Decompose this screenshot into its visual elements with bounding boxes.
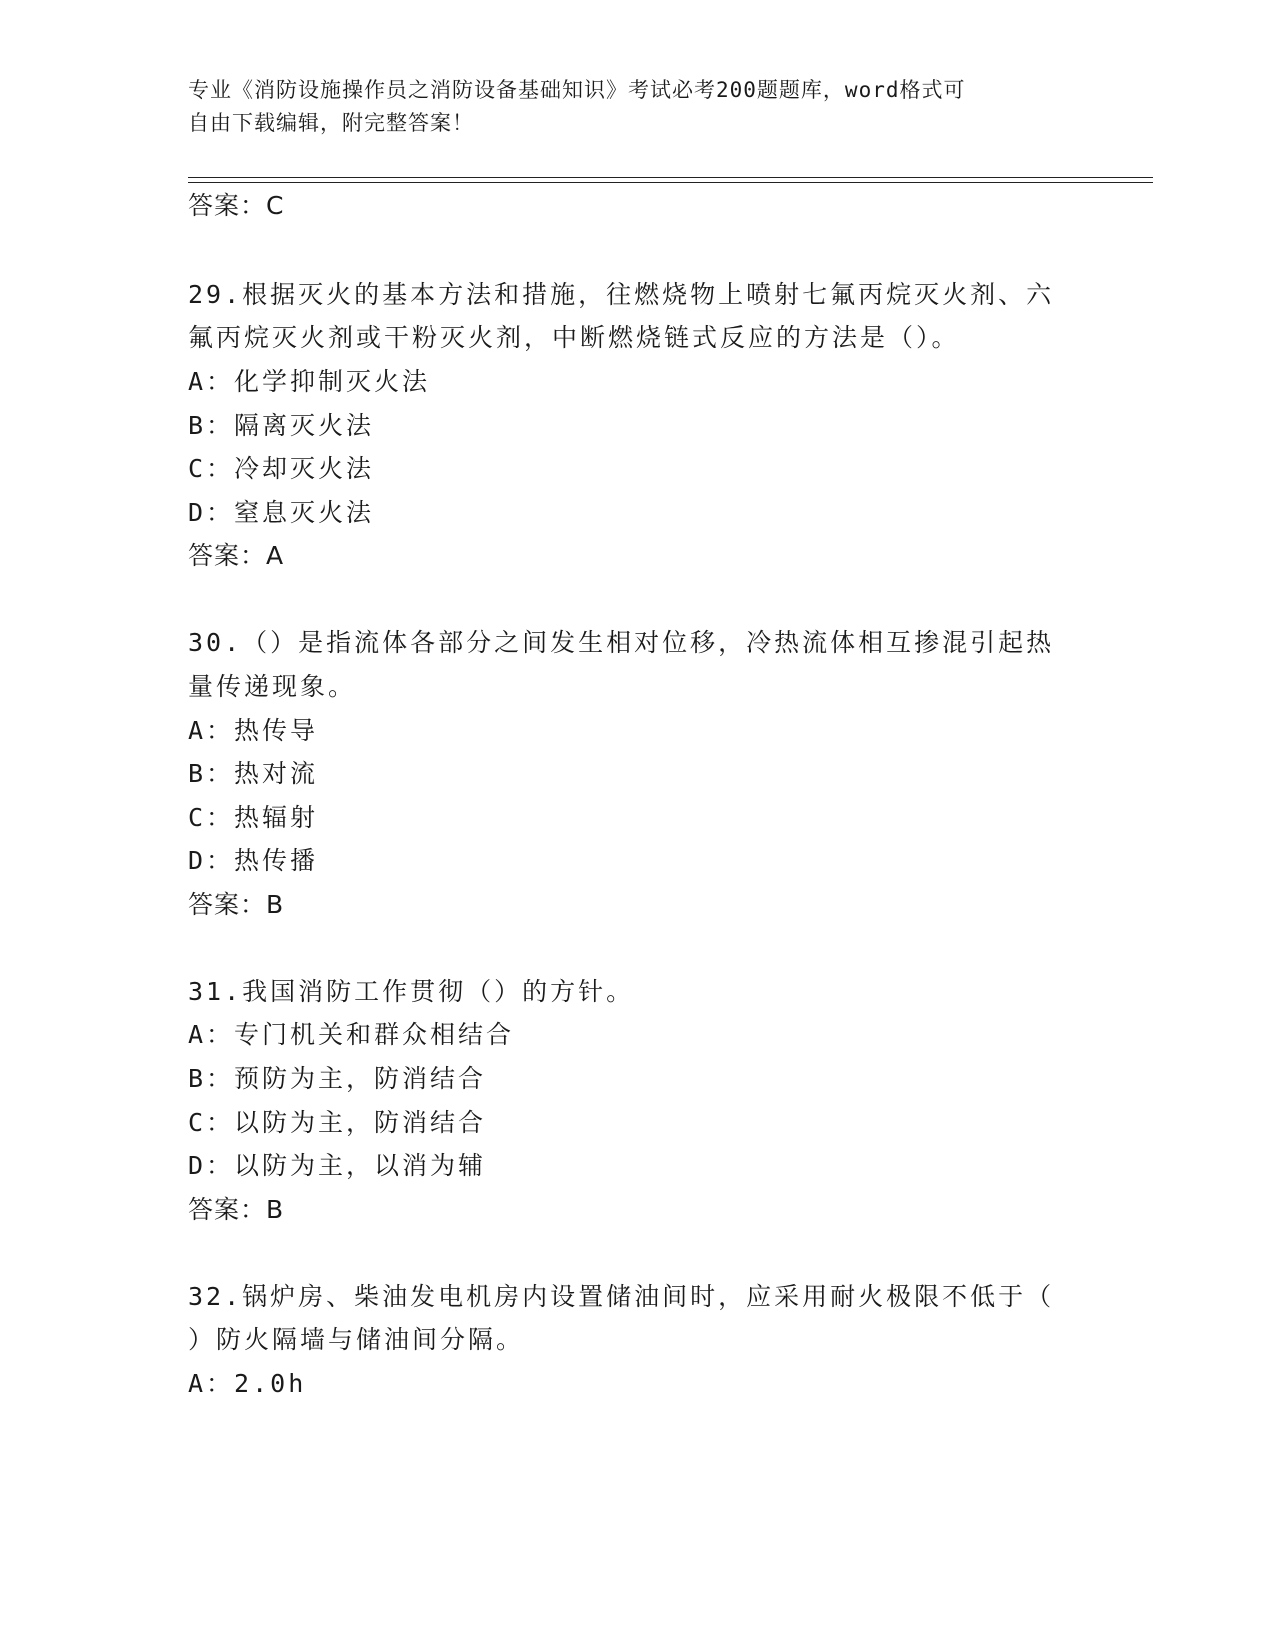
question-29-option-d: D：窒息灭火法 xyxy=(188,498,375,527)
document-header xyxy=(188,74,1068,140)
question-31-option-b: B：预防为主，防消结合 xyxy=(188,1064,487,1093)
question-29-line-1: 29.根据灭火的基本方法和措施，往燃烧物上喷射七氟丙烷灭火剂、六 xyxy=(188,280,1055,309)
question-32-line-1: 32.锅炉房、柴油发电机房内设置储油间时，应采用耐火极限不低于（ xyxy=(188,1282,1055,1311)
answer-label: 答案： xyxy=(188,1195,267,1224)
question-29-line-2: 氟丙烷灭火剂或干粉灭火剂，中断燃烧链式反应的方法是（）。 xyxy=(188,323,960,352)
question-32-line-2: ）防火隔墙与储油间分隔。 xyxy=(188,1325,525,1354)
answer-value: C xyxy=(266,191,285,220)
question-29-option-a: A：化学抑制灭火法 xyxy=(188,367,431,396)
answer-label: 答案： xyxy=(188,541,267,570)
header-divider-top xyxy=(188,177,1153,178)
question-32-option-a: A：2.0h xyxy=(188,1369,307,1398)
answer-value: A xyxy=(266,541,285,570)
question-31-option-d: D：以防为主，以消为辅 xyxy=(188,1151,487,1180)
question-31-option-c: C：以防为主，防消结合 xyxy=(188,1108,487,1137)
question-30-option-b: B：热对流 xyxy=(188,759,319,788)
header-line-2: 自由下载编辑，附完整答案！ xyxy=(188,111,474,135)
question-30-option-c: C：热辐射 xyxy=(188,803,319,832)
question-31-option-a: A：专门机关和群众相结合 xyxy=(188,1020,515,1049)
question-29-option-c: C：冷却灭火法 xyxy=(188,454,375,483)
question-30-answer xyxy=(188,885,284,921)
question-30-option-a: A：热传导 xyxy=(188,716,319,745)
question-31-answer xyxy=(188,1190,284,1226)
question-31-line-1: 31.我国消防工作贯彻（）的方针。 xyxy=(188,977,635,1006)
answer-label: 答案： xyxy=(188,191,267,220)
answer-value: B xyxy=(266,1195,285,1224)
header-divider-bottom xyxy=(188,182,1153,183)
question-30-option-d: D：热传播 xyxy=(188,846,319,875)
answer-label: 答案： xyxy=(188,890,267,919)
answer-value: B xyxy=(266,890,285,919)
question-29-option-b: B：隔离灭火法 xyxy=(188,411,375,440)
header-line-1: 专业《消防设施操作员之消防设备基础知识》考试必考200题题库，word格式可 xyxy=(188,78,966,102)
question-30-line-2: 量传递现象。 xyxy=(188,672,357,701)
answer-line xyxy=(188,186,284,222)
question-30-line-1: 30.（）是指流体各部分之间发生相对位移，冷热流体相互掺混引起热 xyxy=(188,628,1055,657)
question-29-answer xyxy=(188,536,284,572)
